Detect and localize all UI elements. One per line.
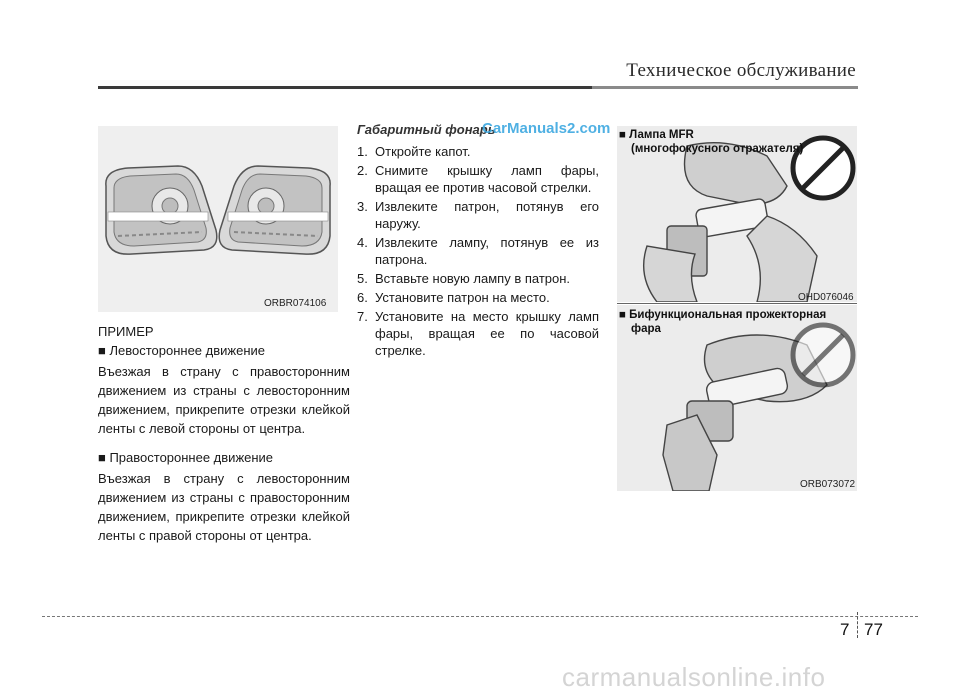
site-watermark: carmanualsonline.info: [562, 662, 826, 692]
projector-bulb-caption: ■ Бифункциональная прожекторная фара: [619, 309, 827, 335]
header-rule-accent: [592, 86, 858, 89]
figure-code-left: ORBR074106: [264, 298, 327, 309]
section-title: Техническое обслуживание: [626, 60, 856, 81]
example-label: ПРИМЕР: [98, 324, 154, 339]
figure-divider: [617, 303, 857, 304]
step-item: 4. Извлеките лампу, потянув ее из патрона.: [357, 235, 599, 267]
figure-code-mfr: OHD076046: [798, 292, 854, 303]
section1-text: Въезжая в страну с правосторонним движением из страны с левосторонним движением, прикрепите отрезки клейкой ленты с левой стороны от центра.: [98, 364, 350, 436]
replacement-steps: [357, 143, 599, 359]
section1-heading: ■ Левостороннее движение: [98, 343, 265, 358]
section2-text: Въезжая в страну с левосторонним движением из страны с правосторонним движением, прикрепите отрезки клейкой ленты с правой стороны от центра.: [98, 471, 350, 543]
page-number: 77: [864, 620, 883, 639]
step-item: 6. Установите патрон на место.: [357, 290, 550, 305]
middle-text-column: [357, 120, 599, 361]
step-item: 7. Установите на место крышку ламп фары, вращая ее по часовой стрелке.: [357, 309, 599, 358]
side-light-title: Габаритный фонарь: [357, 122, 496, 137]
step-item: 2. Снимите крышку ламп фары, вращая ее против часовой стрелки.: [357, 163, 599, 195]
section2-heading: ■ Правостороннее движение: [98, 450, 274, 465]
step-item: 3. Извлеките патрон, потянув его наружу.: [357, 199, 599, 231]
step-item: 5. Вставьте новую лампу в патрон.: [357, 271, 571, 286]
headlamps-illustration: [98, 126, 338, 312]
left-text-column: [98, 322, 350, 545]
mfr-bulb-caption: ■ Лампа MFR (многофокусного отражателя): [619, 129, 804, 155]
headlamps-figure: [98, 126, 338, 312]
watermark-link[interactable]: CarManuals2.com: [482, 120, 611, 137]
page-number-divider: [857, 612, 858, 638]
figure-code-projector: ORB073072: [800, 479, 856, 490]
chapter-number: 7: [840, 620, 850, 639]
step-item: 1. Откройте капот.: [357, 144, 471, 159]
footer-rule: [42, 616, 918, 617]
